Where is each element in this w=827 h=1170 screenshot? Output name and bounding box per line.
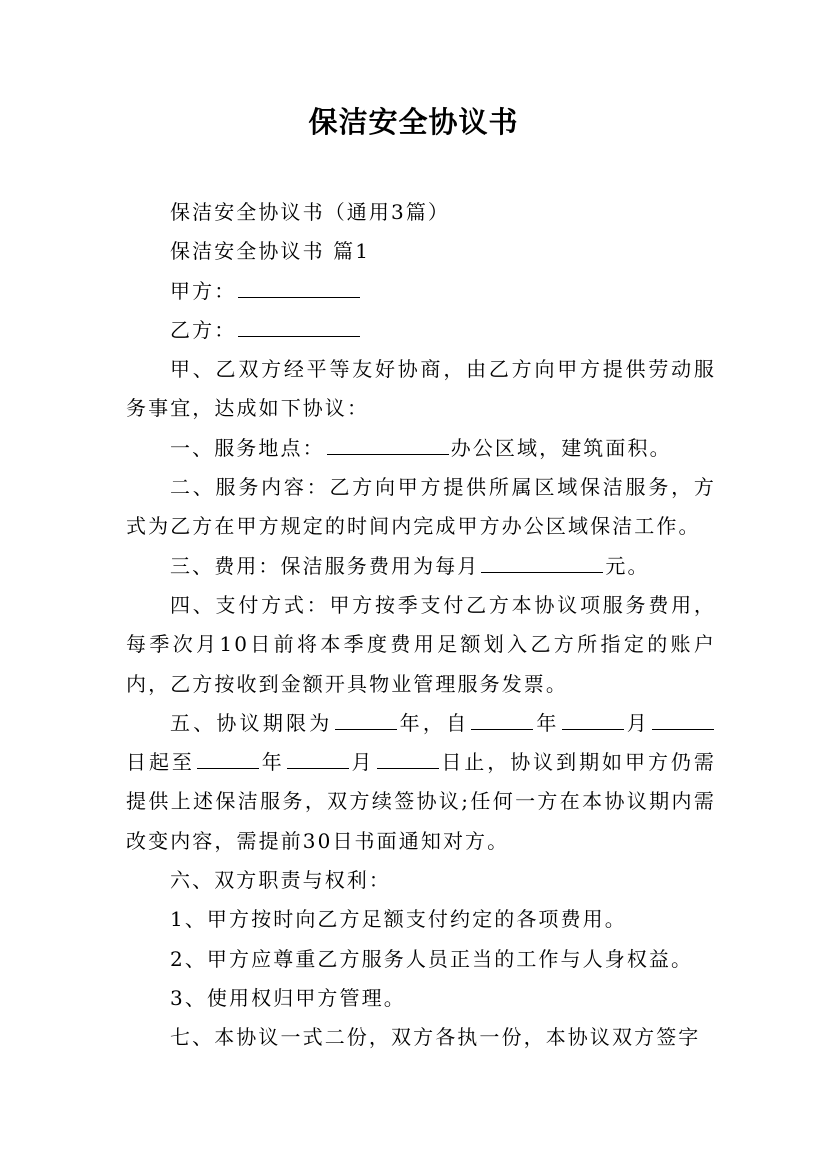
term-text-d: 月 [625, 710, 650, 735]
clause-fee-label: 三、费用：保洁服务费用为每月 [170, 553, 480, 578]
term-text-c: 年 [535, 710, 560, 735]
start-year-blank [471, 728, 533, 730]
term-text-a: 五、协议期限为 [170, 710, 333, 735]
clause-duties-heading: 六、双方职责与权利： [170, 868, 391, 893]
duty-item-3: 3、使用权归甲方管理。 [170, 985, 406, 1010]
term-text-g: 月 [350, 750, 375, 775]
document-body [126, 193, 716, 1058]
clause-location [126, 429, 716, 468]
clause-copies: 七、本协议一式二份，双方各执一份，本协议双方签字 [170, 1025, 701, 1050]
clause-payment: 四、支付方式：甲方按季支付乙方本协议项服务费用，每季次月10日前将本季度费用足额划入乙方所指定的账户内，乙方按收到金额开具物业管理服务发票。 [126, 592, 716, 696]
term-text-h: 日止，协议到期如甲方仍需提供上述保洁服务，双方续签协议;任何一方在本协议期内需改变内容，需提前30日书面通知对方。 [126, 750, 716, 853]
term-text-f: 年 [260, 750, 285, 775]
party-b-label: 乙方： [170, 317, 237, 342]
clause-fee-unit: 元。 [605, 553, 650, 578]
clause-term [126, 704, 716, 861]
location-blank [327, 453, 449, 455]
end-day-blank [377, 767, 439, 769]
start-month-blank [562, 728, 624, 730]
end-month-blank [287, 767, 349, 769]
end-year-blank [197, 767, 259, 769]
duty-item-1: 1、甲方按时向乙方足额支付约定的各项费用。 [170, 907, 627, 932]
paragraph-subtitle: 保洁安全协议书（通用3篇） [170, 200, 451, 224]
paragraph-section-heading: 保洁安全协议书 篇1 [170, 239, 371, 264]
start-day-blank [652, 728, 714, 730]
clause-location-label: 一、服务地点： [170, 435, 325, 460]
term-text-b: 年，自 [398, 710, 470, 735]
party-a-line [126, 272, 716, 311]
paragraph-intro: 甲、乙双方经平等友好协商，由乙方向甲方提供劳动服务事宜，达成如下协议： [126, 357, 716, 421]
document-title: 保洁安全协议书 [308, 105, 519, 139]
party-b-line [126, 311, 716, 350]
party-a-label: 甲方： [170, 278, 237, 303]
fee-blank [481, 571, 603, 573]
duty-item-2: 2、甲方应尊重乙方服务人员正当的工作与人身权益。 [170, 946, 694, 971]
party-a-blank [238, 296, 360, 298]
clause-location-text: 办公区域，建筑面积。 [450, 435, 672, 460]
term-years-blank [335, 728, 397, 730]
clause-content: 二、服务内容：乙方向甲方提供所属区域保洁服务，方式为乙方在甲方规定的时间内完成甲方办公区域保洁工作。 [126, 475, 716, 539]
clause-fee [126, 547, 716, 586]
party-b-blank [238, 335, 360, 337]
term-text-e: 日起至 [126, 750, 195, 775]
